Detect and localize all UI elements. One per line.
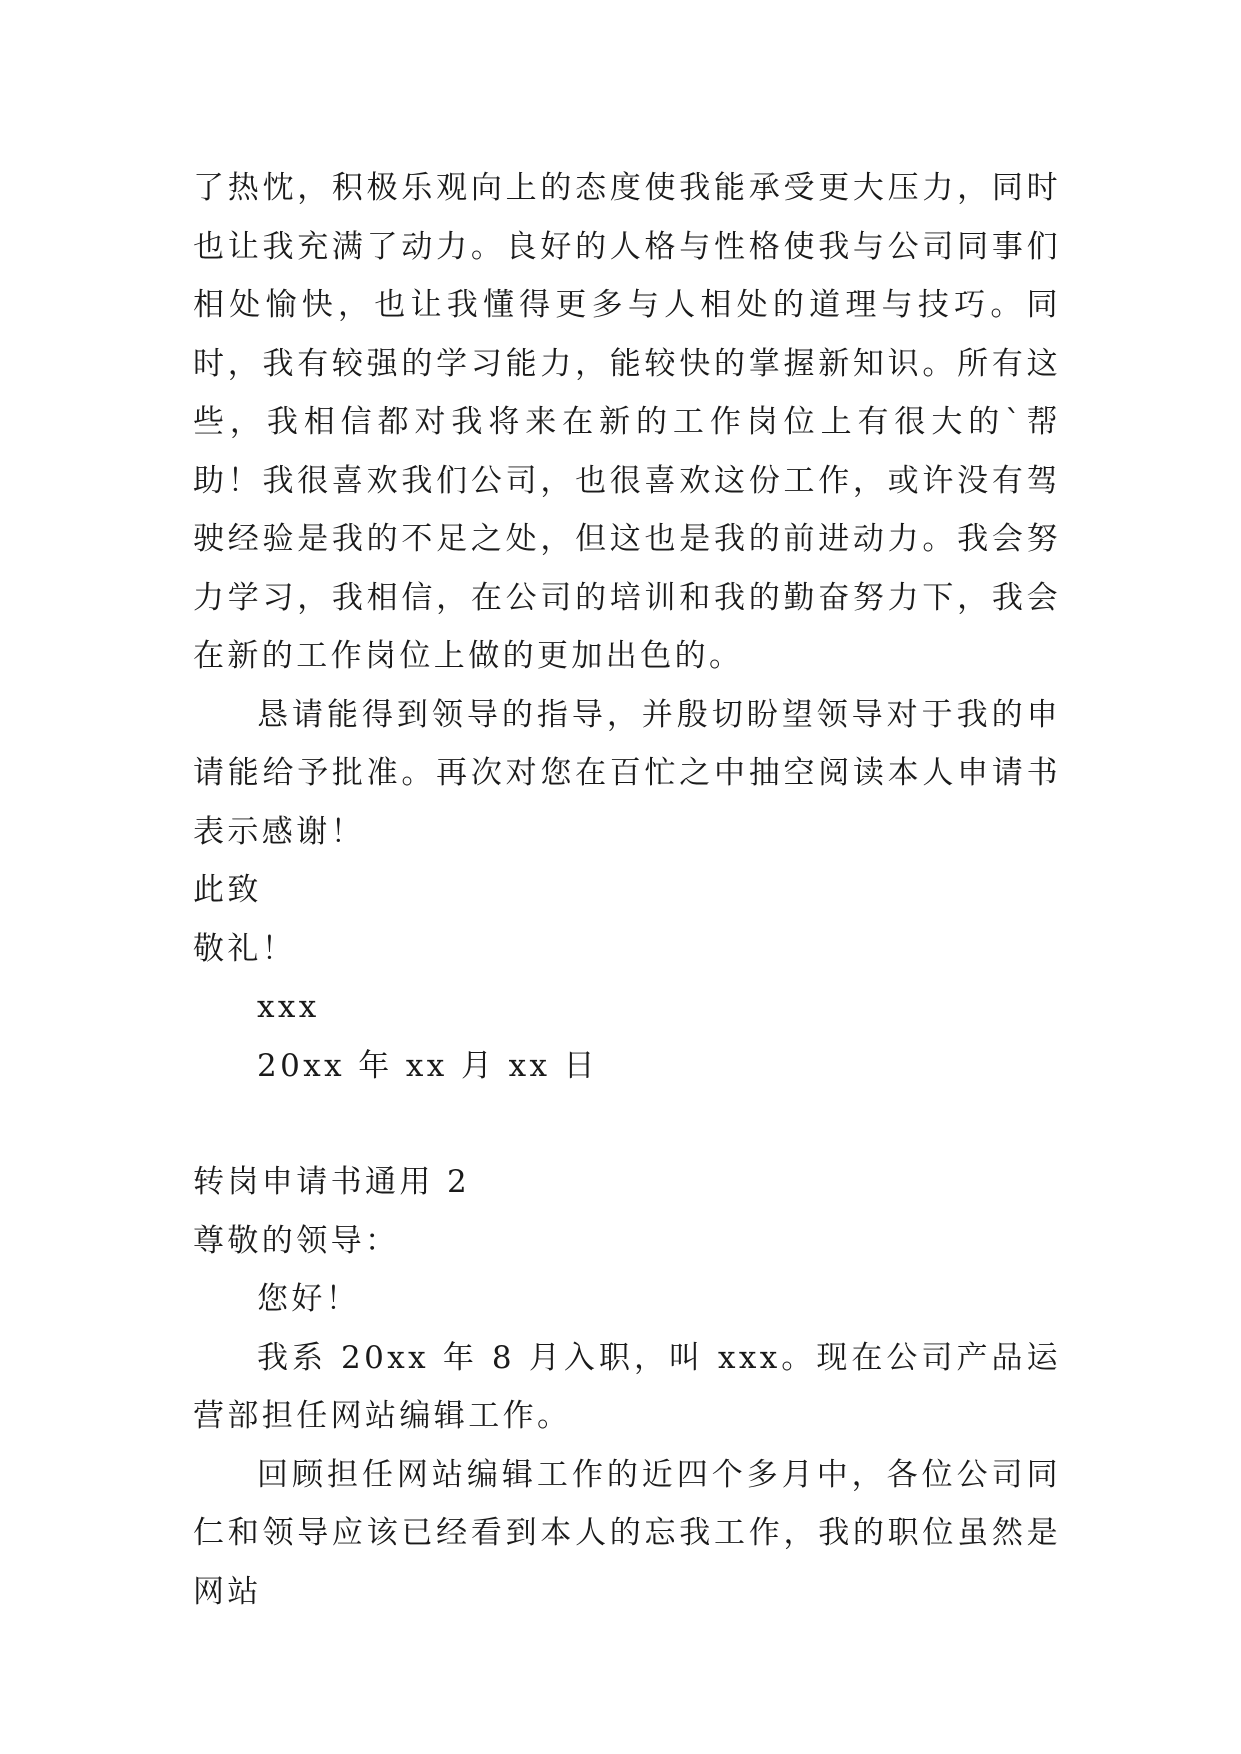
greeting: 您好！ [257, 1281, 361, 1317]
closing-line-1: 此致 [193, 872, 262, 908]
section-spacer [193, 1095, 1061, 1153]
document-body [193, 159, 1061, 1621]
closing-line-2: 敬礼！ [193, 930, 297, 967]
signature-date: 20xx 年 xx 月 xx 日 [257, 1047, 599, 1084]
paragraph-continued: 了热忱，积极乐观向上的态度使我能承受更大压力，同时也让我充满了动力。良好的人格与性格使我与公司同事们相处愉快，也让我懂得更多与人相处的道理与技巧。同时，我有较强的学习能力，能较快的掌握新知识。所有这些，我相信都对我将来在新的工作岗位上有很大的`帮助！我很喜欢我们公司，也很喜欢这份工作，或许没有驾驶经验是我的不足之处，但这也是我的前进动力。我会努力学习，我相信，在公司的培训和我的勤奋努力下，我会在新的工作岗位上做的更加出色的。 [193, 170, 1061, 674]
salutation: 尊敬的领导： [193, 1222, 400, 1259]
paragraph-request: 恳请能得到领导的指导，并殷切盼望领导对于我的申请能给予批准。再次对您在百忙之中抽空阅读本人申请书表示感谢！ [193, 696, 1061, 850]
paragraph-intro: 我系 20xx 年 8 月入职，叫 xxx。现在公司产品运营部担任网站编辑工作。 [193, 1339, 1061, 1434]
signature-name: xxx [257, 989, 320, 1025]
paragraph-review: 回顾担任网站编辑工作的近四个多月中，各位公司同仁和领导应该已经看到本人的忘我工作，我的职位虽然是网站 [193, 1456, 1061, 1610]
section-title: 转岗申请书通用 2 [193, 1164, 471, 1200]
